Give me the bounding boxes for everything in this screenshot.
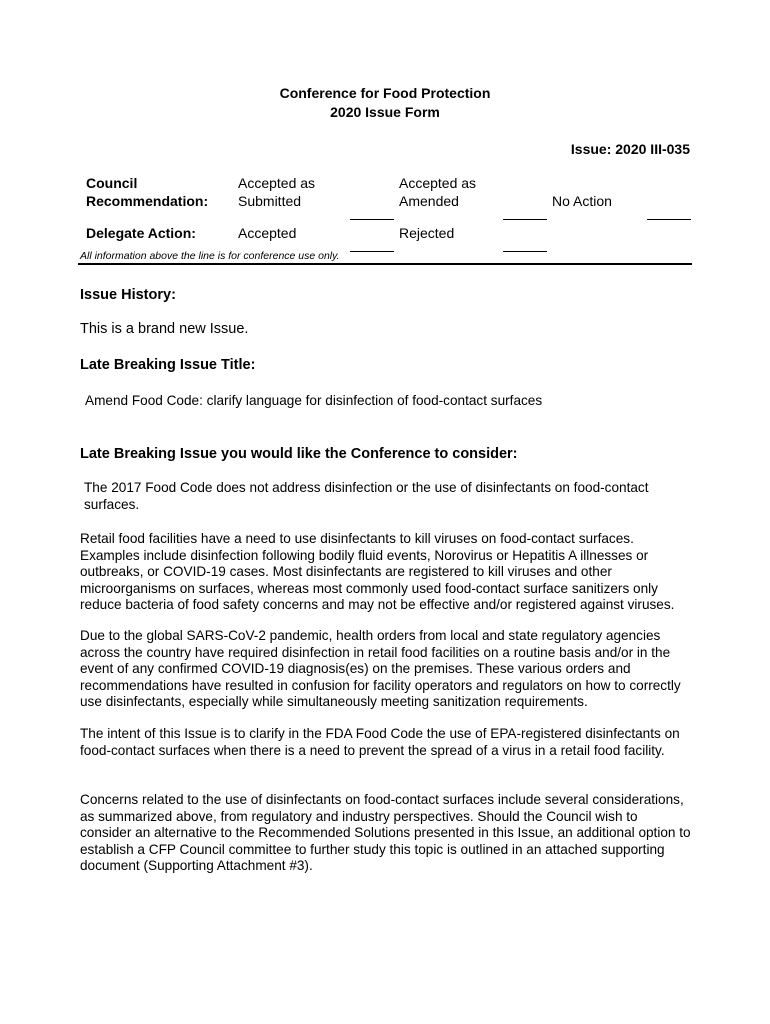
council-no-action-blank[interactable] [647, 207, 691, 225]
issue-history-heading: Issue History: [80, 287, 176, 303]
issue-number: Issue: 2020 III-035 [570, 141, 690, 157]
delegate-option-accepted: Accepted [238, 225, 297, 241]
delegate-rejected-blank[interactable] [503, 239, 547, 257]
consider-paragraph-4: The intent of this Issue is to clarify in the FDA Food Code the use of EPA-registered disinfectants on food-contact surfaces when there is a need to prevent the spread of a virus in a retail food facility. [80, 726, 680, 758]
council-label-line2: Recommendation: [86, 193, 209, 209]
divider-line [78, 263, 692, 265]
council-option-submitted-line1: Accepted as [238, 175, 316, 191]
council-label-line1: Council [86, 175, 138, 191]
conference-use-note: All information above the line is for conference use only. [80, 250, 340, 262]
council-option-no-action: No Action [552, 193, 612, 209]
consider-paragraph-1: The 2017 Food Code does not address disinfection or the use of disinfectants on food-contact surfaces. [84, 480, 649, 512]
form-title: Conference for Food Protection [279, 85, 491, 101]
council-option-submitted-line2: Submitted [238, 193, 302, 209]
consider-paragraph-2: Retail food facilities have a need to use disinfectants to kill viruses on food-contact surfaces. Examples include disinfection following bodily fluid events, Norovirus or Hepatitis A illnesses or outbreaks, or COVID-19 cases. Most disinfectants are registered to kill viruses and other microorganisms on surfaces, whereas most commonly used food-contact surface sanitizers only reduce bacteria of food safety concerns and may not be effective and/or registered against viruses. [80, 531, 675, 612]
delegate-accepted-blank[interactable] [350, 239, 394, 257]
consider-paragraph-5: Concerns related to the use of disinfectants on food-contact surfaces include several considerations, as summarized above, from regulatory and industry perspectives. Should the Council wish to consider an alternative to the Recommended Solutions presented in this Issue, an additional option to establish a CFP Council committee to further study this topic is outlined in an attached supporting document (Supporting Attachment #3). [80, 792, 691, 873]
consider-heading: Late Breaking Issue you would like the Conference to consider: [80, 446, 518, 462]
council-option-amended-line1: Accepted as [399, 175, 477, 191]
delegate-option-rejected: Rejected [399, 225, 455, 241]
form-subtitle: 2020 Issue Form [330, 104, 440, 120]
issue-title-text: Amend Food Code: clarify language for disinfection of food-contact surfaces [85, 393, 543, 408]
council-amended-blank[interactable] [503, 207, 547, 225]
issue-title-heading: Late Breaking Issue Title: [80, 357, 256, 373]
delegate-label: Delegate Action: [86, 225, 196, 241]
issue-history-text: This is a brand new Issue. [80, 321, 249, 337]
consider-paragraph-3: Due to the global SARS-CoV-2 pandemic, health orders from local and state regulatory agencies across the country have required disinfection in retail food facilities on a routine basis and/or in the event of any confirmed COVID-19 diagnosis(es) on the premises. These various orders and recommendations have resulted in confusion for facility operators and regulators on how to correctly use disinfectants, especially while simultaneously meeting sanitization requirements. [80, 628, 681, 709]
council-submitted-blank[interactable] [350, 207, 394, 225]
council-option-amended-line2: Amended [399, 193, 459, 209]
